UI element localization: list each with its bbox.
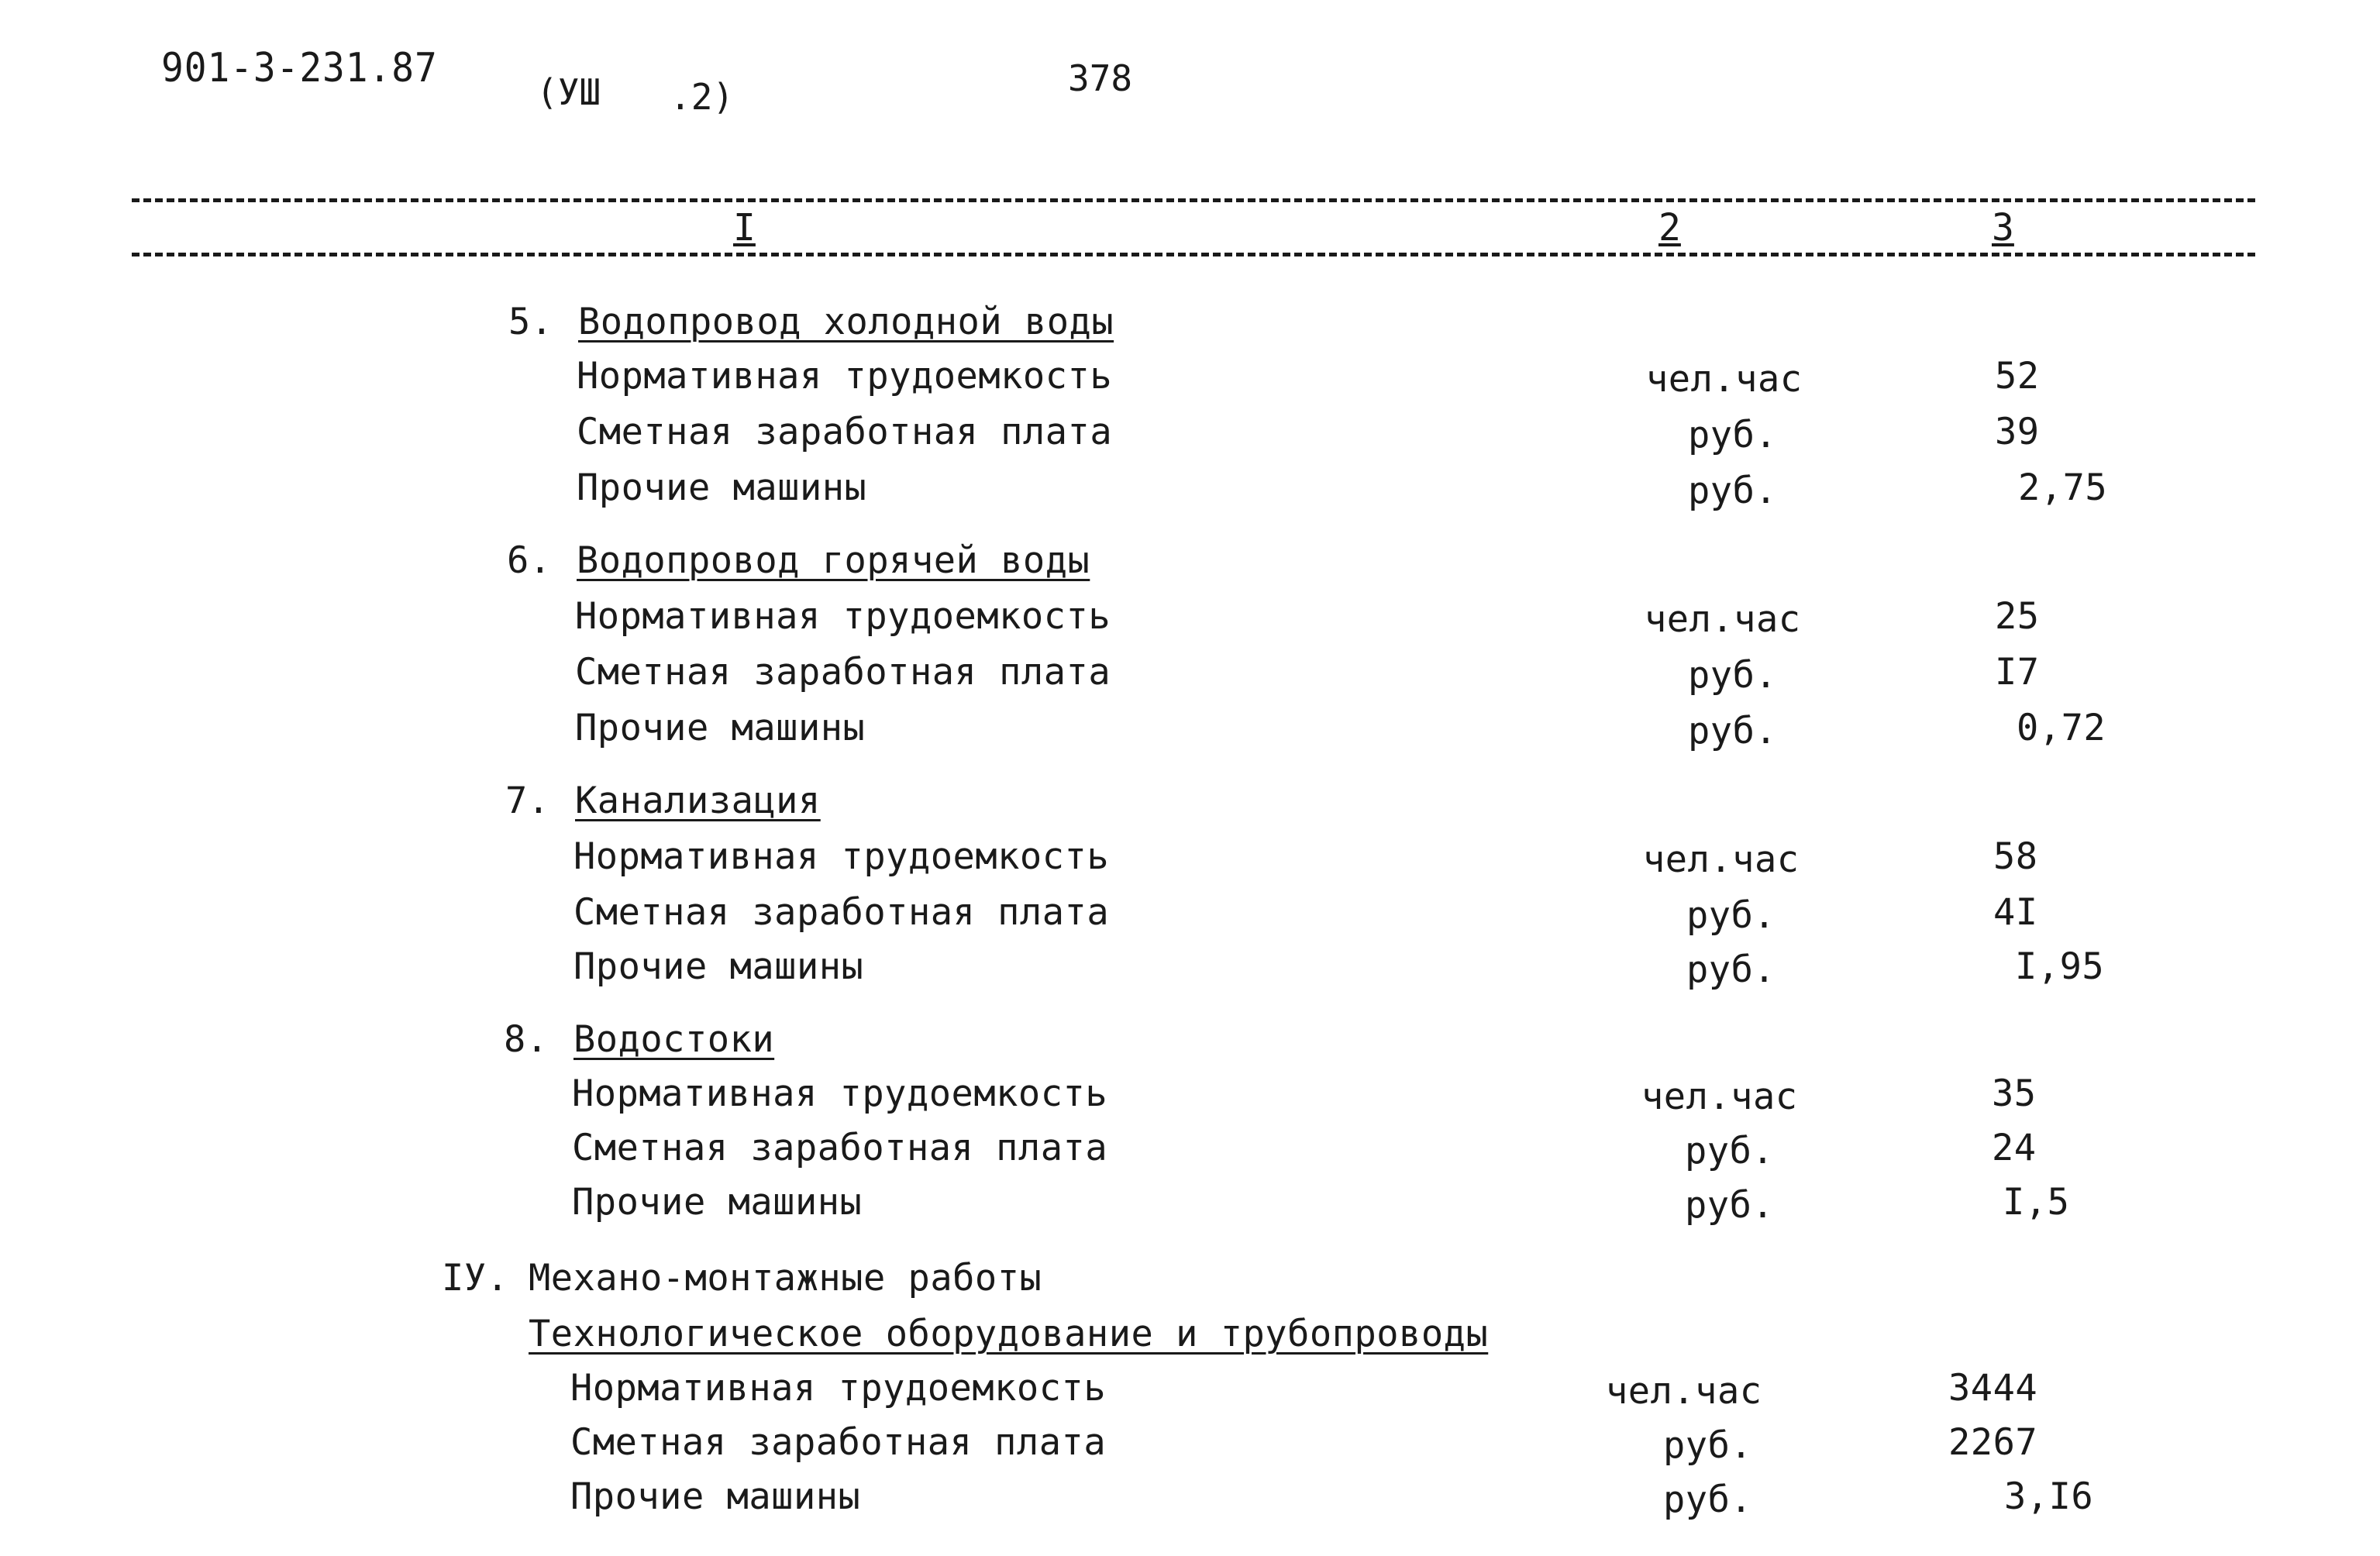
row-unit: руб. xyxy=(1663,1424,1753,1467)
row-label: Нормативная трудоемкость xyxy=(572,1072,1108,1115)
column-header-1: I xyxy=(733,206,756,250)
row-unit: чел.час xyxy=(1643,838,1800,881)
row-label: Нормативная трудоемкость xyxy=(577,355,1113,398)
page-number: 378 xyxy=(1068,57,1133,99)
row-value: I,5 xyxy=(2003,1181,2070,1224)
row-value: 24 xyxy=(1992,1127,2037,1169)
section-title: Водопровод холодной воды xyxy=(578,301,1114,343)
row-unit: руб. xyxy=(1685,1184,1775,1227)
row-unit: руб. xyxy=(1686,948,1776,991)
section-subtitle: Технологическое оборудование и трубопроводы xyxy=(529,1313,1489,1355)
column-header-2: 2 xyxy=(1658,206,1681,250)
section-number: 5. xyxy=(508,301,553,343)
section-number: 8. xyxy=(504,1018,549,1061)
row-label: Нормативная трудоемкость xyxy=(575,595,1111,638)
row-value: 2,75 xyxy=(2018,466,2108,509)
album-part: .2) xyxy=(670,76,735,118)
row-value: 2267 xyxy=(1948,1421,2038,1464)
section-title: Канализация xyxy=(575,780,821,822)
document-code: 901-3-231.87 xyxy=(161,45,438,91)
row-value: 35 xyxy=(1992,1072,2037,1115)
section-number: 6. xyxy=(507,539,552,582)
row-value: I7 xyxy=(1995,651,2040,694)
row-unit: руб. xyxy=(1686,894,1776,937)
row-label: Нормативная трудоемкость xyxy=(573,835,1110,878)
row-unit: руб. xyxy=(1685,1130,1775,1172)
section-number: 7. xyxy=(505,780,550,822)
row-label: Прочие машины xyxy=(573,945,864,988)
row-value: 39 xyxy=(1995,411,2040,453)
row-value: 0,72 xyxy=(2017,707,2106,749)
table-header-rule xyxy=(132,253,2255,256)
row-unit: чел.час xyxy=(1641,1076,1798,1118)
row-value: 58 xyxy=(1993,835,2038,878)
row-label: Прочие машины xyxy=(570,1475,861,1518)
section-title: Механо-монтажные работы xyxy=(529,1257,1042,1300)
section-title: Водопровод горячей воды xyxy=(577,539,1090,582)
row-label: Сметная заработная плата xyxy=(570,1421,1107,1464)
section-title: Водостоки xyxy=(573,1018,775,1061)
column-header-3: 3 xyxy=(1992,206,2014,250)
row-unit: чел.час xyxy=(1646,358,1803,401)
row-value: 52 xyxy=(1995,355,2040,398)
row-value: 4I xyxy=(1993,891,2038,934)
row-unit: чел.час xyxy=(1645,598,1801,641)
row-label: Прочие машины xyxy=(572,1181,863,1224)
table-top-rule xyxy=(132,198,2255,202)
row-value: 3444 xyxy=(1948,1367,2038,1410)
row-unit: руб. xyxy=(1688,654,1778,697)
row-unit: руб. xyxy=(1663,1479,1753,1521)
row-label: Прочие машины xyxy=(577,466,867,509)
row-unit: руб. xyxy=(1688,414,1778,456)
row-label: Сметная заработная плата xyxy=(577,411,1113,453)
row-label: Сметная заработная плата xyxy=(573,891,1110,934)
row-value: I,95 xyxy=(2015,945,2105,988)
row-unit: чел.час xyxy=(1606,1370,1762,1413)
album-label: (УШ xyxy=(536,71,601,113)
row-value: 25 xyxy=(1995,595,2040,638)
row-label: Прочие машины xyxy=(575,707,866,749)
row-unit: руб. xyxy=(1688,710,1778,752)
row-label: Сметная заработная плата xyxy=(572,1127,1108,1169)
section-number: IУ. xyxy=(442,1257,509,1300)
row-label: Сметная заработная плата xyxy=(575,651,1111,694)
row-value: 3,I6 xyxy=(2004,1475,2094,1518)
row-label: Нормативная трудоемкость xyxy=(570,1367,1107,1410)
row-unit: руб. xyxy=(1688,470,1778,512)
